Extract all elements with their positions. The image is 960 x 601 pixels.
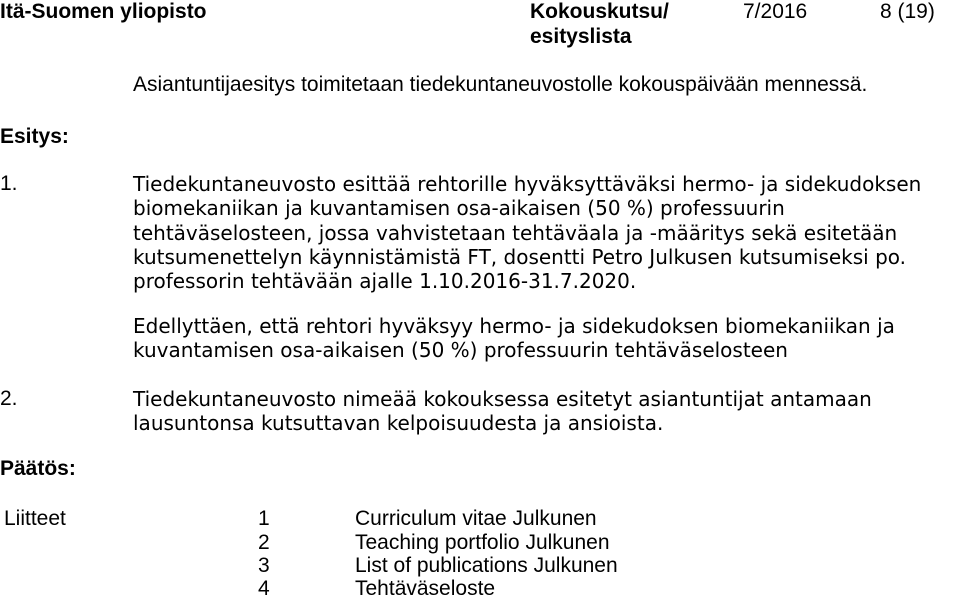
proposal-condition-text: [133, 314, 943, 363]
page-number: 8 (19): [880, 0, 935, 23]
attachment-title: List of publications Julkunen: [355, 554, 618, 577]
text-line: Edellyttäen, että rehtori hyväksyy hermo- ja sidekudoksen biomekaniikan ja: [133, 314, 895, 338]
attachment-number: 2: [258, 531, 270, 554]
attachment-number: 4: [258, 577, 270, 600]
text-line: kutsumenettelyn käynnistämistä FT, dosentti Petro Julkusen kutsumiseksi po.: [133, 244, 907, 269]
text-line: kuvantamisen osa-aikaisen (50 %) professuurin tehtäväselosteen: [133, 338, 788, 363]
attachments-label: Liitteet: [4, 507, 66, 530]
decision-heading: Päätös:: [0, 457, 76, 480]
attachment-title: Curriculum vitae Julkunen: [355, 507, 597, 530]
attachment-title: Tehtäväseloste: [355, 577, 496, 600]
proposal-item-number: 2.: [0, 387, 18, 410]
text-line: Tiedekuntaneuvosto esittää rehtorille hyväksyttäväksi hermo- ja sidekudoksen: [133, 172, 922, 196]
proposal-item-text: [133, 172, 943, 293]
proposal-item-text: [133, 387, 943, 436]
text-line: tehtäväselosteen, jossa vahvistetaan tehtäväala ja -määritys sekä esitetään: [133, 220, 898, 245]
attachment-title: Teaching portfolio Julkunen: [355, 531, 610, 554]
attachment-number: 3: [258, 554, 270, 577]
text-line: biomekaniikan ja kuvantamisen osa-aikaisen (50 %) professuurin: [133, 196, 785, 221]
proposal-item-number: 1.: [0, 172, 18, 195]
text-line: lausuntonsa kutsuttavan kelpoisuudesta ja ansioista.: [133, 411, 664, 436]
document-type-continued: esityslista: [530, 25, 632, 48]
proposal-heading: Esitys:: [0, 125, 69, 148]
attachment-number: 1: [258, 507, 270, 530]
text-line: Tiedekuntaneuvosto nimeää kokouksessa esitetyt asiantuntijat antamaan: [133, 387, 872, 411]
intro-text: Asiantuntijaesitys toimitetaan tiedekuntaneuvostolle kokouspäivään mennessä.: [133, 73, 868, 96]
text-line: professorin tehtävään ajalle 1.10.2016-31.7.2020.: [133, 269, 637, 294]
organization-name: Itä-Suomen yliopisto: [0, 0, 207, 23]
document-type: Kokouskutsu/: [530, 0, 669, 23]
meeting-number: 7/2016: [743, 0, 808, 23]
